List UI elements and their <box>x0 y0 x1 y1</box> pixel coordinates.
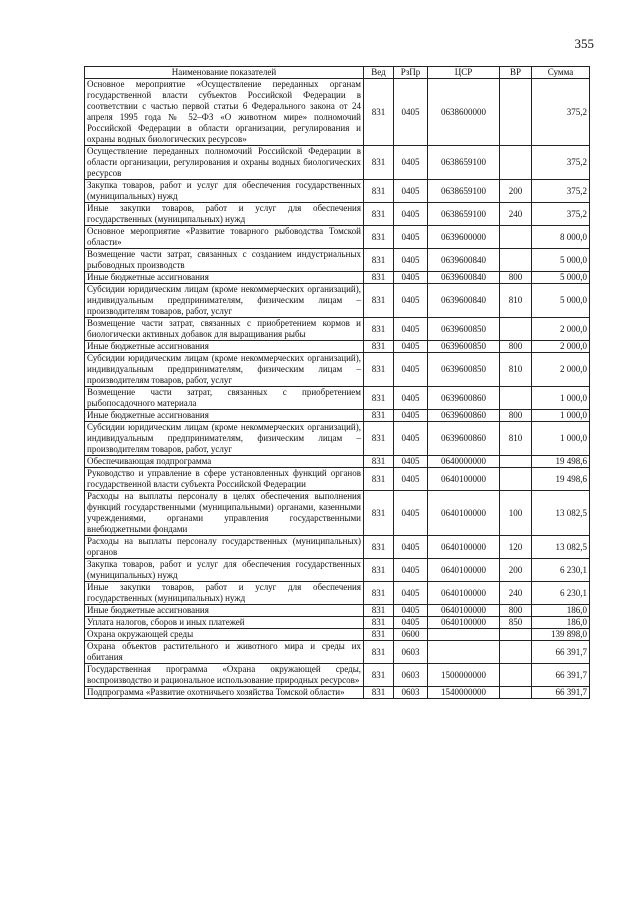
row-csr-cell: 0640100000 <box>428 468 500 491</box>
row-rzpr-cell: 0405 <box>394 284 428 318</box>
row-sum-cell: 2 000,0 <box>532 318 590 341</box>
row-ved-cell: 831 <box>364 353 394 387</box>
row-ved-cell: 831 <box>364 582 394 605</box>
row-csr-cell: 0640100000 <box>428 582 500 605</box>
row-rzpr-cell: 0405 <box>394 203 428 226</box>
row-name-cell: Возмещение части затрат, связанных с приобретением кормов и биологически активных добавок для выращивания рыбы <box>85 318 364 341</box>
row-ved-cell: 831 <box>364 536 394 559</box>
row-sum-cell: 2 000,0 <box>532 353 590 387</box>
row-rzpr-cell: 0405 <box>394 180 428 203</box>
row-csr-cell <box>428 641 500 664</box>
row-csr-cell: 0639600850 <box>428 318 500 341</box>
row-ved-cell: 831 <box>364 687 394 699</box>
row-vr-cell: 800 <box>500 272 532 284</box>
header-vr: ВР <box>500 67 532 79</box>
table-row <box>85 491 590 536</box>
row-vr-cell: 800 <box>500 605 532 617</box>
row-rzpr-cell: 0405 <box>394 272 428 284</box>
row-name-cell: Иные бюджетные ассигнования <box>85 605 364 617</box>
row-csr-cell: 1540000000 <box>428 687 500 699</box>
row-rzpr-cell: 0405 <box>394 146 428 180</box>
row-rzpr-cell: 0600 <box>394 629 428 641</box>
row-csr-cell: 0639600850 <box>428 353 500 387</box>
row-name-cell: Иные бюджетные ассигнования <box>85 272 364 284</box>
table-row <box>85 79 590 146</box>
table-row <box>85 559 590 582</box>
header-sum: Сумма <box>532 67 590 79</box>
row-sum-cell: 13 082,5 <box>532 491 590 536</box>
row-name-cell: Расходы на выплаты персоналу государственных (муниципальных) органов <box>85 536 364 559</box>
table-row <box>85 629 590 641</box>
row-ved-cell: 831 <box>364 629 394 641</box>
row-sum-cell: 375,2 <box>532 180 590 203</box>
row-rzpr-cell: 0405 <box>394 341 428 353</box>
row-ved-cell: 831 <box>364 641 394 664</box>
row-vr-cell: 800 <box>500 341 532 353</box>
table-row <box>85 536 590 559</box>
row-sum-cell: 66 391,7 <box>532 641 590 664</box>
table-row <box>85 582 590 605</box>
header-csr: ЦСР <box>428 67 500 79</box>
row-name-cell: Государственная программа «Охрана окружающей среды, воспроизводство и рациональное использование природных ресурсов» <box>85 664 364 687</box>
row-csr-cell: 0638600000 <box>428 79 500 146</box>
row-sum-cell: 139 898,0 <box>532 629 590 641</box>
row-rzpr-cell: 0405 <box>394 617 428 629</box>
row-ved-cell: 831 <box>364 226 394 249</box>
row-vr-cell: 200 <box>500 180 532 203</box>
row-ved-cell: 831 <box>364 146 394 180</box>
row-vr-cell: 850 <box>500 617 532 629</box>
table-row <box>85 664 590 687</box>
row-ved-cell: 831 <box>364 387 394 410</box>
table-row <box>85 410 590 422</box>
row-name-cell: Охрана объектов растительного и животного мира и среды их обитания <box>85 641 364 664</box>
table-row <box>85 203 590 226</box>
row-csr-cell: 0638659100 <box>428 146 500 180</box>
row-csr-cell: 0639600850 <box>428 341 500 353</box>
row-vr-cell: 100 <box>500 491 532 536</box>
header-name: Наименование показателей <box>85 67 364 79</box>
row-name-cell: Иные бюджетные ассигнования <box>85 341 364 353</box>
budget-table <box>84 66 590 699</box>
row-name-cell: Осуществление переданных полномочий Российской Федерации в области организации, регулирования и охраны водных биологических ресурсов <box>85 146 364 180</box>
row-vr-cell <box>500 249 532 272</box>
row-name-cell: Подпрограмма «Развитие охотничьего хозяйства Томской области» <box>85 687 364 699</box>
row-ved-cell: 831 <box>364 617 394 629</box>
row-csr-cell: 0639600860 <box>428 410 500 422</box>
row-sum-cell: 186,0 <box>532 617 590 629</box>
table-row <box>85 617 590 629</box>
row-vr-cell <box>500 687 532 699</box>
row-vr-cell <box>500 318 532 341</box>
row-csr-cell: 0639600860 <box>428 422 500 456</box>
row-rzpr-cell: 0603 <box>394 687 428 699</box>
row-rzpr-cell: 0405 <box>394 456 428 468</box>
row-vr-cell <box>500 641 532 664</box>
row-name-cell: Возмещение части затрат, связанных с приобретением рыбопосадочного материала <box>85 387 364 410</box>
row-rzpr-cell: 0405 <box>394 559 428 582</box>
row-vr-cell: 810 <box>500 353 532 387</box>
row-rzpr-cell: 0603 <box>394 641 428 664</box>
row-name-cell: Субсидии юридическим лицам (кроме некоммерческих организаций), индивидуальным предпринимателям, физическим лицам – производителям товаров, работ, услуг <box>85 353 364 387</box>
table-row <box>85 387 590 410</box>
row-name-cell: Иные закупки товаров, работ и услуг для обеспечения государственных (муниципальных) нужд <box>85 582 364 605</box>
row-csr-cell: 1500000000 <box>428 664 500 687</box>
table-row <box>85 422 590 456</box>
table-row <box>85 318 590 341</box>
row-vr-cell: 240 <box>500 203 532 226</box>
row-name-cell: Расходы на выплаты персоналу в целях обеспечения выполнения функций государственными (муниципальными) органами, казенными учреждениями, органами управления государственными внебюджетными фондами <box>85 491 364 536</box>
row-name-cell: Субсидии юридическим лицам (кроме некоммерческих организаций), индивидуальным предпринимателям, физическим лицам – производителям товаров, работ, услуг <box>85 284 364 318</box>
table-row <box>85 468 590 491</box>
table-header-row <box>85 67 590 79</box>
row-name-cell: Субсидии юридическим лицам (кроме некоммерческих организаций), индивидуальным предпринимателям, физическим лицам – производителям товаров, работ, услуг <box>85 422 364 456</box>
row-csr-cell: 0640100000 <box>428 559 500 582</box>
row-ved-cell: 831 <box>364 180 394 203</box>
row-vr-cell <box>500 146 532 180</box>
table-row <box>85 249 590 272</box>
row-sum-cell: 66 391,7 <box>532 664 590 687</box>
table-row <box>85 226 590 249</box>
row-csr-cell: 0640100000 <box>428 617 500 629</box>
row-name-cell: Возмещение части затрат, связанных с созданием индустриальных рыбоводных производств <box>85 249 364 272</box>
row-vr-cell: 810 <box>500 422 532 456</box>
row-sum-cell: 13 082,5 <box>532 536 590 559</box>
row-name-cell: Руководство и управление в сфере установленных функций органов государственной власти субъекта Российской Федерации <box>85 468 364 491</box>
row-csr-cell: 0639600860 <box>428 387 500 410</box>
row-ved-cell: 831 <box>364 203 394 226</box>
row-rzpr-cell: 0405 <box>394 422 428 456</box>
header-rzpr: РзПр <box>394 67 428 79</box>
row-rzpr-cell: 0405 <box>394 226 428 249</box>
table-row <box>85 341 590 353</box>
row-rzpr-cell: 0405 <box>394 468 428 491</box>
row-name-cell: Охрана окружающей среды <box>85 629 364 641</box>
row-ved-cell: 831 <box>364 422 394 456</box>
row-vr-cell: 120 <box>500 536 532 559</box>
row-rzpr-cell: 0405 <box>394 605 428 617</box>
row-rzpr-cell: 0405 <box>394 582 428 605</box>
row-csr-cell: 0638659100 <box>428 180 500 203</box>
row-sum-cell: 186,0 <box>532 605 590 617</box>
row-rzpr-cell: 0603 <box>394 664 428 687</box>
row-csr-cell: 0639600840 <box>428 272 500 284</box>
row-name-cell: Обеспечивающая подпрограмма <box>85 456 364 468</box>
row-sum-cell: 375,2 <box>532 79 590 146</box>
row-sum-cell: 375,2 <box>532 203 590 226</box>
row-csr-cell <box>428 629 500 641</box>
row-rzpr-cell: 0405 <box>394 536 428 559</box>
table-row <box>85 456 590 468</box>
row-sum-cell: 66 391,7 <box>532 687 590 699</box>
row-csr-cell: 0640100000 <box>428 536 500 559</box>
row-rzpr-cell: 0405 <box>394 387 428 410</box>
row-csr-cell: 0640100000 <box>428 491 500 536</box>
row-sum-cell: 1 000,0 <box>532 410 590 422</box>
row-rzpr-cell: 0405 <box>394 491 428 536</box>
table-row <box>85 180 590 203</box>
row-csr-cell: 0638659100 <box>428 203 500 226</box>
row-rzpr-cell: 0405 <box>394 353 428 387</box>
table-row <box>85 641 590 664</box>
row-csr-cell: 0639600840 <box>428 249 500 272</box>
row-vr-cell <box>500 664 532 687</box>
row-rzpr-cell: 0405 <box>394 410 428 422</box>
row-ved-cell: 831 <box>364 605 394 617</box>
row-name-cell: Иные бюджетные ассигнования <box>85 410 364 422</box>
row-ved-cell: 831 <box>364 559 394 582</box>
row-sum-cell: 5 000,0 <box>532 249 590 272</box>
row-rzpr-cell: 0405 <box>394 249 428 272</box>
table-row <box>85 272 590 284</box>
row-sum-cell: 5 000,0 <box>532 284 590 318</box>
table-row <box>85 353 590 387</box>
row-name-cell: Уплата налогов, сборов и иных платежей <box>85 617 364 629</box>
row-sum-cell: 6 230,1 <box>532 582 590 605</box>
row-sum-cell: 1 000,0 <box>532 422 590 456</box>
row-ved-cell: 831 <box>364 272 394 284</box>
row-name-cell: Основное мероприятие «Развитие товарного рыбоводства Томской области» <box>85 226 364 249</box>
row-ved-cell: 831 <box>364 284 394 318</box>
row-sum-cell: 19 498,6 <box>532 456 590 468</box>
row-sum-cell: 6 230,1 <box>532 559 590 582</box>
row-vr-cell <box>500 456 532 468</box>
row-vr-cell <box>500 79 532 146</box>
row-ved-cell: 831 <box>364 664 394 687</box>
row-sum-cell: 2 000,0 <box>532 341 590 353</box>
row-sum-cell: 8 000,0 <box>532 226 590 249</box>
row-ved-cell: 831 <box>364 491 394 536</box>
row-sum-cell: 19 498,6 <box>532 468 590 491</box>
row-ved-cell: 831 <box>364 318 394 341</box>
row-ved-cell: 831 <box>364 410 394 422</box>
table-row <box>85 605 590 617</box>
row-vr-cell: 200 <box>500 559 532 582</box>
table-row <box>85 687 590 699</box>
row-ved-cell: 831 <box>364 456 394 468</box>
page-number: 355 <box>574 36 594 51</box>
row-vr-cell <box>500 468 532 491</box>
row-csr-cell: 0640100000 <box>428 605 500 617</box>
row-name-cell: Закупка товаров, работ и услуг для обеспечения государственных (муниципальных) нужд <box>85 180 364 203</box>
row-ved-cell: 831 <box>364 79 394 146</box>
row-rzpr-cell: 0405 <box>394 318 428 341</box>
header-ved: Вед <box>364 67 394 79</box>
table-row <box>85 146 590 180</box>
row-sum-cell: 5 000,0 <box>532 272 590 284</box>
row-name-cell: Основное мероприятие «Осуществление переданных органам государственной власти субъектов Российской Федерации в соответствии с частью первой статьи 6 Федерального закона от 24 апреля 1995 года № 52–ФЗ «О животном мире» полномочий Российской Федерации в области организации, регулирования и охраны водных биологических ресурсов» <box>85 79 364 146</box>
row-ved-cell: 831 <box>364 249 394 272</box>
row-sum-cell: 375,2 <box>532 146 590 180</box>
table-row <box>85 284 590 318</box>
row-sum-cell: 1 000,0 <box>532 387 590 410</box>
row-ved-cell: 831 <box>364 341 394 353</box>
row-vr-cell <box>500 226 532 249</box>
row-name-cell: Закупка товаров, работ и услуг для обеспечения государственных (муниципальных) нужд <box>85 559 364 582</box>
row-vr-cell <box>500 629 532 641</box>
row-ved-cell: 831 <box>364 468 394 491</box>
row-vr-cell <box>500 387 532 410</box>
row-csr-cell: 0639600840 <box>428 284 500 318</box>
row-rzpr-cell: 0405 <box>394 79 428 146</box>
row-name-cell: Иные закупки товаров, работ и услуг для обеспечения государственных (муниципальных) нужд <box>85 203 364 226</box>
row-vr-cell: 240 <box>500 582 532 605</box>
row-csr-cell: 0639600000 <box>428 226 500 249</box>
row-vr-cell: 810 <box>500 284 532 318</box>
row-csr-cell: 0640000000 <box>428 456 500 468</box>
row-vr-cell: 800 <box>500 410 532 422</box>
